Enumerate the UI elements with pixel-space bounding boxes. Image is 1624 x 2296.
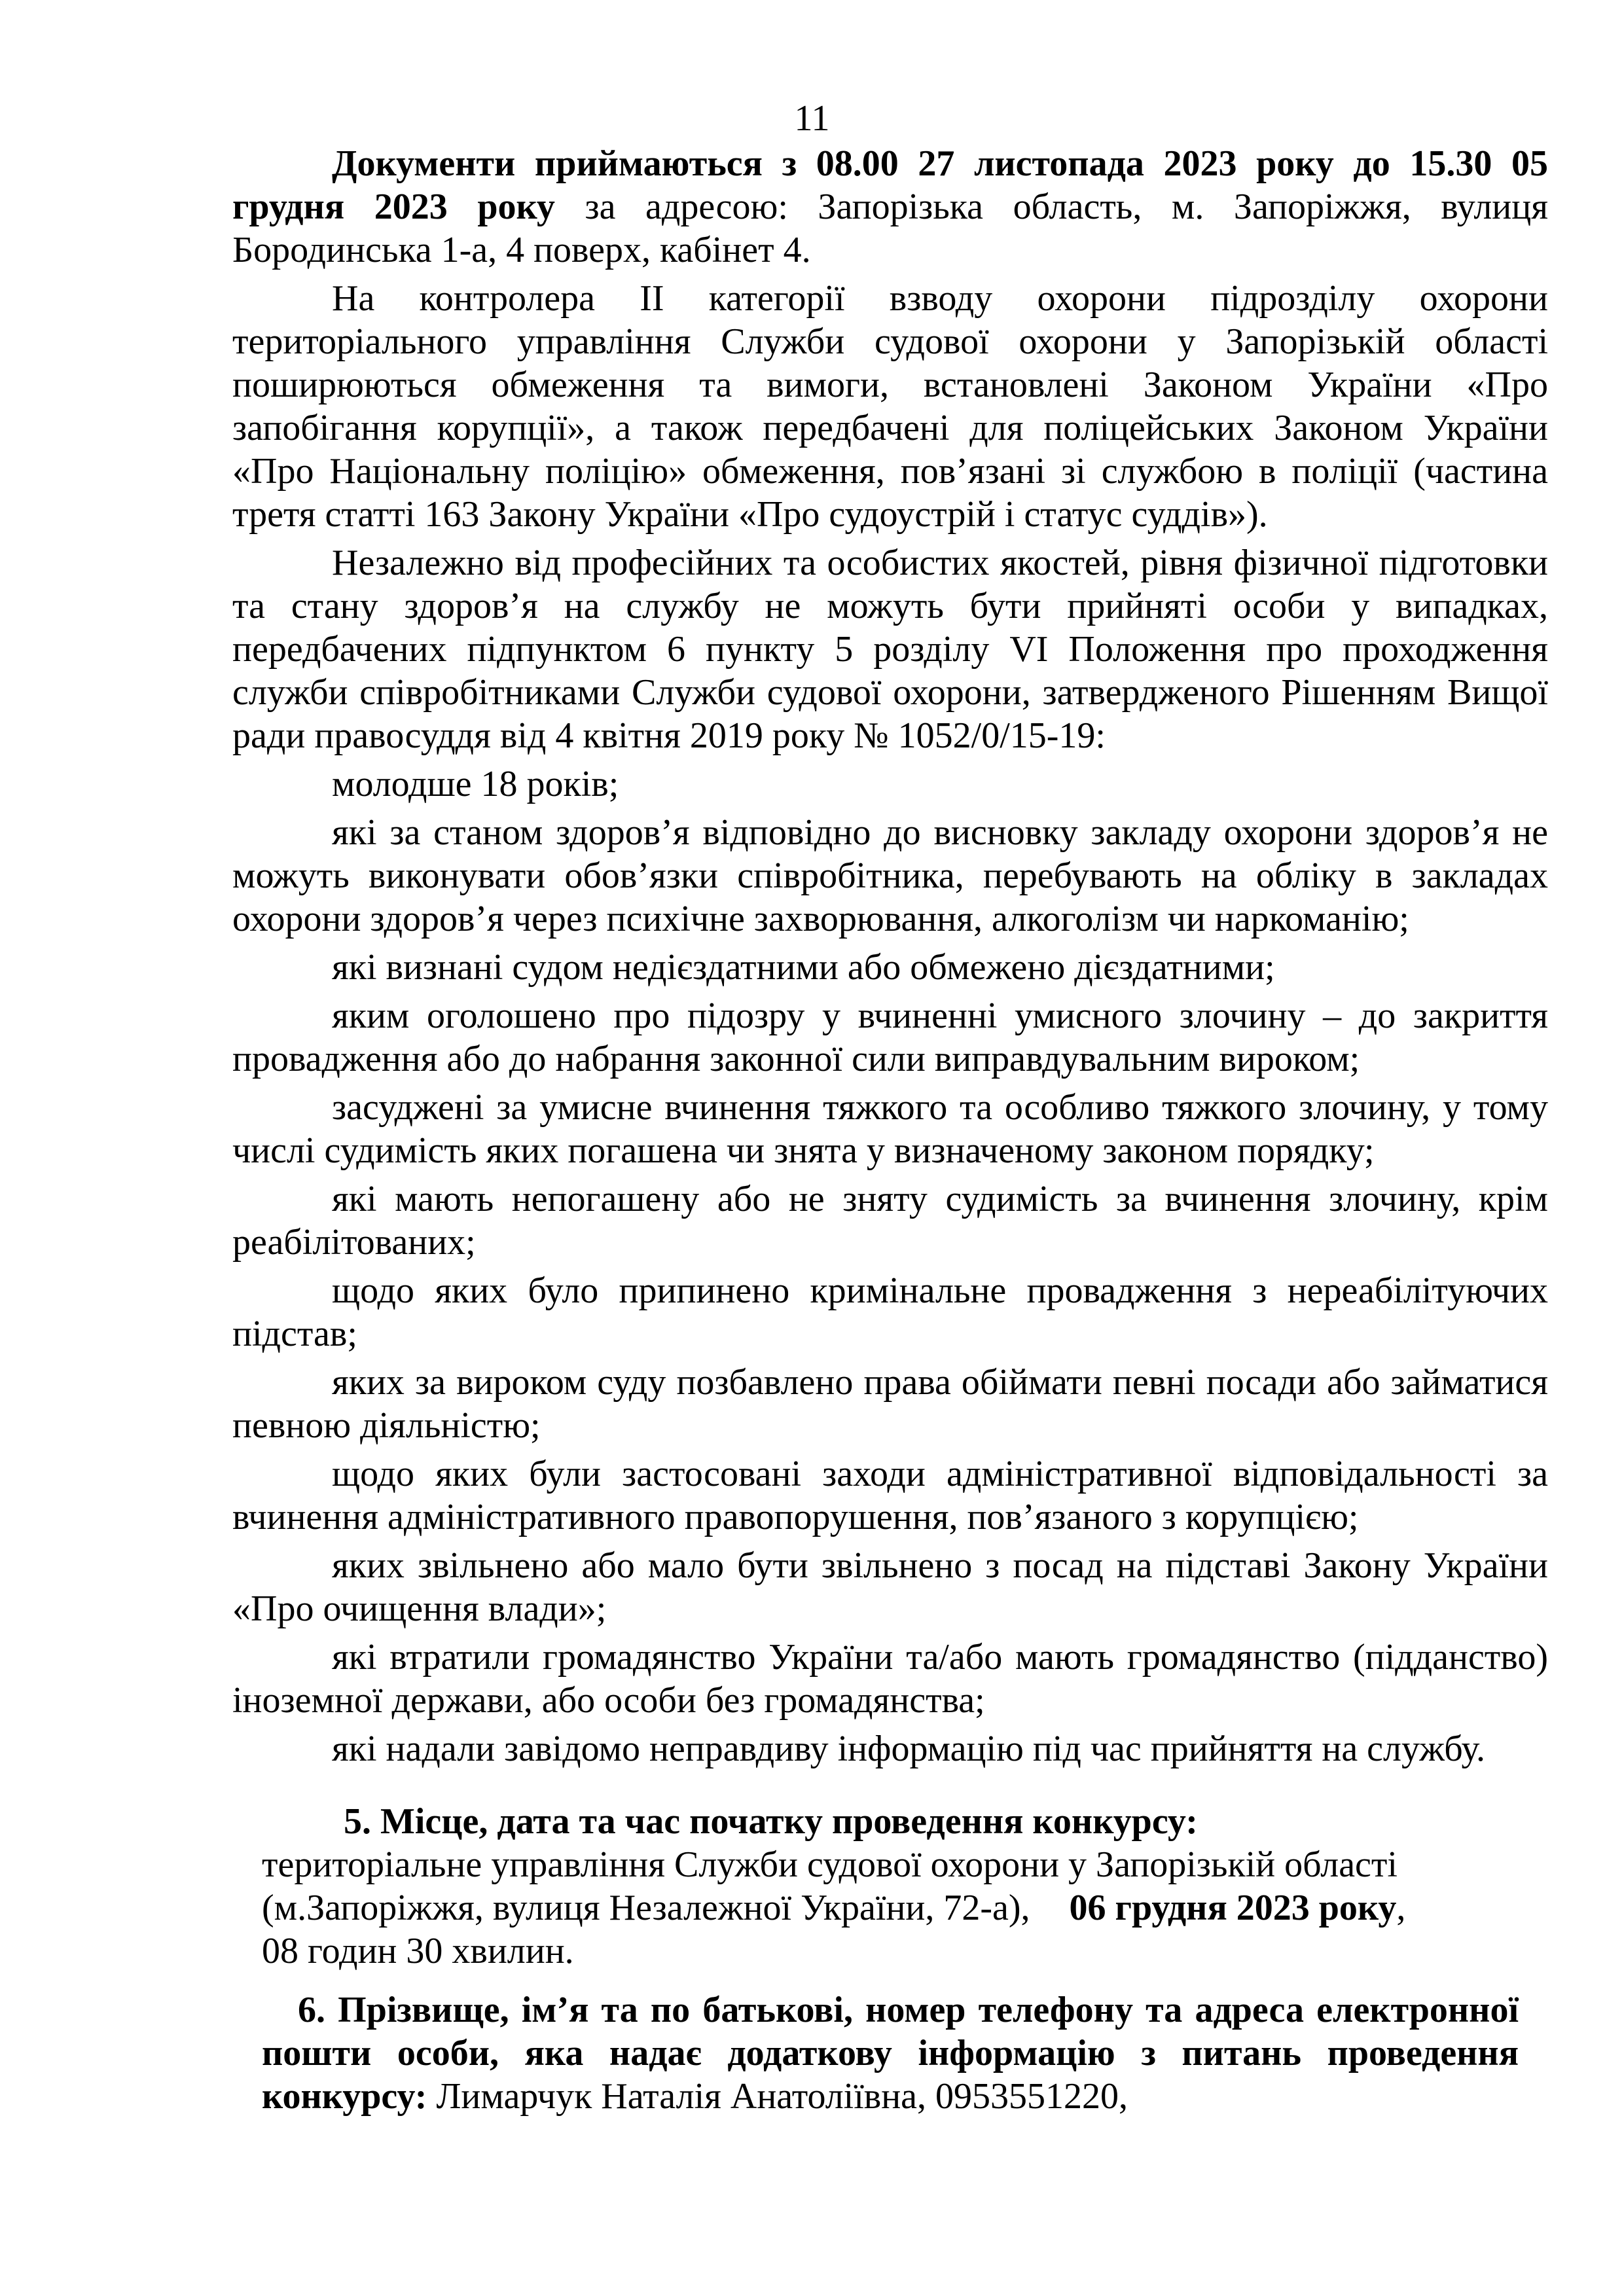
ineligibility-intro-paragraph: Незалежно від професійних та особистих якостей, рівня фізичної підготовки та стану здоров’я на службу не можуть бути прийняті особи у випадках, передбачених підпунктом 6 пункту 5 розділу VI Положення про проходження служби співробітниками Служби судової охорони, затвердженого Рішенням Вищої ради правосуддя від 4 квітня 2019 року № 1052/0/15-19: xyxy=(232,543,1548,756)
ineligibility-list xyxy=(232,762,1548,1770)
list-item: засуджені за умисне вчинення тяжкого та особливо тяжкого злочину, у тому числі судимість яких погашена чи знята у визначеному законом порядку; xyxy=(232,1087,1548,1171)
section-6-paragraph xyxy=(262,1988,1519,2118)
list-item: щодо яких було припинено кримінальне провадження з нереабілітуючих підстав; xyxy=(232,1270,1548,1354)
page-number: 11 xyxy=(794,98,830,139)
list-item: які надали завідомо неправдиву інформацію під час прийняття на службу. xyxy=(332,1729,1485,1769)
documents-acceptance-dates: Документи приймаються з 08.00 27 листопада 2023 року до 15.30 05 грудня 2023 року xyxy=(232,143,1548,227)
section-6-contact-person xyxy=(262,1988,1519,2118)
section-5-date: 06 грудня 2023 року xyxy=(1069,1888,1397,1928)
list-item: щодо яких були застосовані заходи адміністративної відповідальності за вчинення адміністративного правопорушення, пов’язаного з корупцією; xyxy=(232,1454,1548,1537)
section-5-address: (м.Запоріжжя, вулиця Незалежної України, 72-а), xyxy=(262,1888,1030,1928)
section-5-heading: 5. Місце, дата та час початку проведення конкурсу: xyxy=(344,1801,1198,1842)
list-item: яких за вироком суду позбавлено права обіймати певні посади або займатися певною діяльністю; xyxy=(232,1362,1548,1446)
list-item: які за станом здоров’я відповідно до висновку закладу охорони здоров’я не можуть виконувати обов’язки співробітника, перебувають на обліку в закладах охорони здоров’я через психічне захворювання, алкоголізм чи наркоманію; xyxy=(232,812,1548,939)
list-item: молодше 18 років; xyxy=(332,764,619,804)
section-6-heading: 6. Прізвище, ім’я та по батькові, номер телефону та адреса електронної пошти особи, яка надає додаткову інформацію з питань проведення конкурсу: xyxy=(262,1990,1519,2117)
list-item: яким оголошено про підозру у вчиненні умисного злочину – до закриття провадження або до набрання законної сили виправдувальним вироком; xyxy=(232,996,1548,1079)
list-item: які втратили громадянство України та/або мають громадянство (підданство) іноземної держави, або особи без громадянства; xyxy=(232,1637,1548,1721)
section-6-contact: Лимарчук Наталія Анатоліївна, 0953551220, xyxy=(427,2076,1128,2117)
document-body xyxy=(232,142,1548,1770)
documents-acceptance-paragraph xyxy=(232,142,1548,272)
documents-acceptance-address: за адресою: Запорізька область, м. Запоріжжя, вулиця Бородинська 1-а, 4 поверх, кабінет 4. xyxy=(232,187,1548,270)
restrictions-paragraph: На контролера ІІ категорії взводу охорони підрозділу охорони територіального управління Служби судової охорони у Запорізькій області поширюються обмеження та вимоги, встановлені Законом України «Про запобігання корупції», а також передбачені для поліцейських Законом України «Про Національну поліцію» обмеження, пов’язані зі службою в поліції (частина третя статті 163 Закону України «Про судоустрій і статус суддів»). xyxy=(232,278,1548,535)
section-5-organization: територіальне управління Служби судової охорони у Запорізькій області xyxy=(262,1844,1398,1885)
section-5-time: 08 годин 30 хвилин. xyxy=(262,1931,574,1971)
section-5-address-date: (м.Запоріжжя, вулиця Незалежної України, 72-а), 06 грудня 2023 року, xyxy=(262,1888,1406,1928)
section-5-competition-place xyxy=(262,1800,1519,1973)
list-item: які мають непогашену або не зняту судимість за вчинення злочину, крім реабілітованих; xyxy=(232,1179,1548,1263)
list-item: яких звільнено або мало бути звільнено з посад на підставі Закону України «Про очищення влади»; xyxy=(232,1545,1548,1629)
list-item: які визнані судом недієздатними або обмежено дієздатними; xyxy=(332,947,1275,988)
